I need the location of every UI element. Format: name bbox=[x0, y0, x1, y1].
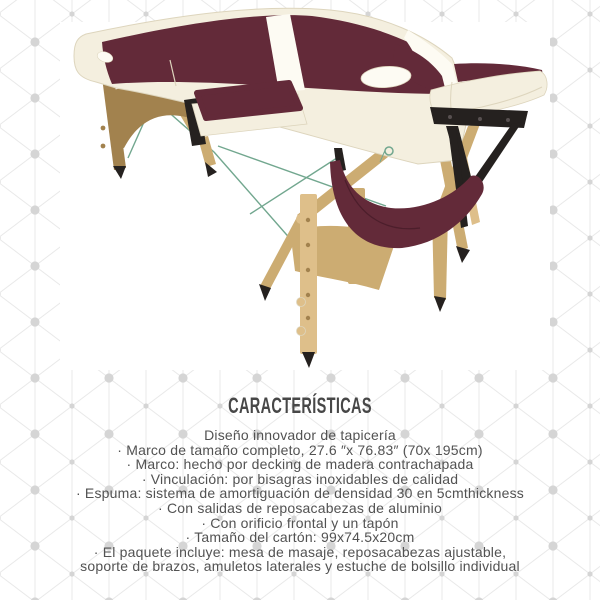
feature-item: · El paquete incluye: mesa de masaje, reposacabezas ajustable, bbox=[93, 543, 507, 560]
feature-intro: Diseño innovador de tapicería bbox=[204, 427, 396, 443]
features-section bbox=[0, 393, 600, 574]
feature-item: · Tamaño del cartón: 99x74.5x20cm bbox=[185, 529, 415, 546]
feature-item: · Con salidas de reposacabezas de aluminio bbox=[158, 499, 442, 516]
feature-item: · Espuma: sistema de amortiguación de densidad 30 en 5cmthickness bbox=[75, 485, 524, 502]
feature-item: · Con orificio frontal y un tapón bbox=[201, 514, 399, 531]
feature-list bbox=[0, 428, 600, 574]
feature-item: · Marco de tamaño completo, 27.6 ″x 76.83″ (70x 195cm) bbox=[117, 441, 483, 458]
features-heading: CARACTERÍSTICAS bbox=[228, 393, 372, 418]
feature-item-continuation: soporte de brazos, amuletos laterales y estuche de bolsillo individual bbox=[80, 558, 520, 575]
feature-item: · Marco: hecho por decking de madera contrachapada bbox=[126, 456, 474, 473]
feature-item: · Vinculación: por bisagras inoxidables de calidad bbox=[141, 470, 459, 487]
